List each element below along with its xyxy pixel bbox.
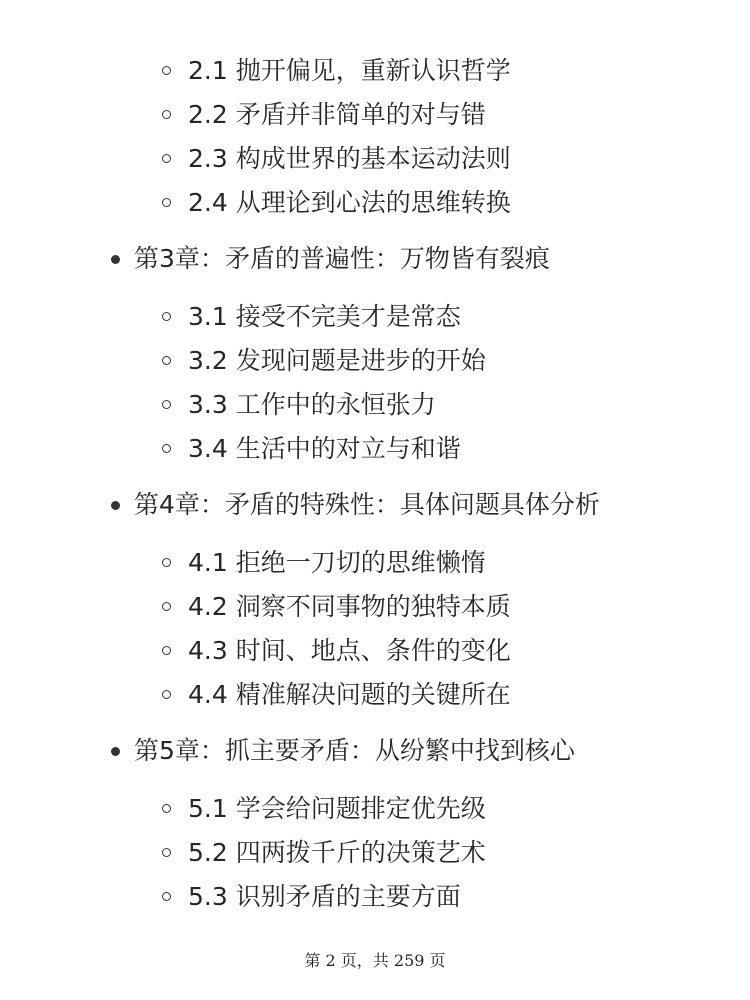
toc-section-label: 3.3 工作中的永恒张力 <box>188 390 436 419</box>
toc-section-item <box>0 137 750 181</box>
section-list-ch5 <box>0 787 750 919</box>
toc-section-label: 2.4 从理论到心法的思维转换 <box>188 188 511 217</box>
toc-section-label: 5.2 四两拨千斤的决策艺术 <box>188 838 486 867</box>
chapter-title: 第4章：矛盾的特殊性：具体问题具体分析 <box>134 490 600 519</box>
toc-section-item <box>0 541 750 585</box>
section-list-ch3 <box>0 295 750 471</box>
toc-chapter-4 <box>0 483 750 527</box>
hollow-bullet-icon <box>162 892 171 901</box>
hollow-bullet-icon <box>162 110 171 119</box>
toc-section-item <box>0 339 750 383</box>
toc-section-item <box>0 181 750 225</box>
toc-section-item <box>0 93 750 137</box>
filled-bullet-icon <box>111 747 120 756</box>
toc-section-label: 4.1 拒绝一刀切的思维懒惰 <box>188 548 486 577</box>
hollow-bullet-icon <box>162 444 171 453</box>
toc-section-item <box>0 875 750 919</box>
section-list-ch2 <box>0 49 750 225</box>
filled-bullet-icon <box>111 255 120 264</box>
hollow-bullet-icon <box>162 690 171 699</box>
toc-section-item <box>0 49 750 93</box>
hollow-bullet-icon <box>162 154 171 163</box>
toc-section-item <box>0 383 750 427</box>
toc-section-item <box>0 831 750 875</box>
page-number: 第 2 页，共 259 页 <box>304 951 446 970</box>
toc-chapter-3 <box>0 237 750 281</box>
hollow-bullet-icon <box>162 66 171 75</box>
toc-section-label: 3.4 生活中的对立与和谐 <box>188 434 461 463</box>
hollow-bullet-icon <box>162 558 171 567</box>
hollow-bullet-icon <box>162 312 171 321</box>
toc-section-item <box>0 427 750 471</box>
toc-section-label: 2.1 抛开偏见，重新认识哲学 <box>188 56 511 85</box>
toc-section-item <box>0 629 750 673</box>
toc-section-label: 4.3 时间、地点、条件的变化 <box>188 636 511 665</box>
toc-section-label: 2.2 矛盾并非简单的对与错 <box>188 100 486 129</box>
hollow-bullet-icon <box>162 356 171 365</box>
hollow-bullet-icon <box>162 804 171 813</box>
chapter-title: 第3章：矛盾的普遍性：万物皆有裂痕 <box>134 244 550 273</box>
section-list-ch4 <box>0 541 750 717</box>
hollow-bullet-icon <box>162 198 171 207</box>
page-footer <box>0 948 750 971</box>
toc-section-label: 3.2 发现问题是进步的开始 <box>188 346 486 375</box>
toc-chapter-5 <box>0 729 750 773</box>
toc-section-item <box>0 295 750 339</box>
toc-section-label: 3.1 接受不完美才是常态 <box>188 302 461 331</box>
hollow-bullet-icon <box>162 400 171 409</box>
toc-section-label: 5.3 识别矛盾的主要方面 <box>188 882 461 911</box>
toc-section-label: 4.2 洞察不同事物的独特本质 <box>188 592 511 621</box>
toc-section-item <box>0 585 750 629</box>
filled-bullet-icon <box>111 501 120 510</box>
table-of-contents <box>0 49 750 919</box>
toc-section-item <box>0 787 750 831</box>
hollow-bullet-icon <box>162 848 171 857</box>
toc-section-label: 2.3 构成世界的基本运动法则 <box>188 144 511 173</box>
toc-section-label: 4.4 精准解决问题的关键所在 <box>188 680 511 709</box>
toc-section-item <box>0 673 750 717</box>
toc-section-label: 5.1 学会给问题排定优先级 <box>188 794 486 823</box>
hollow-bullet-icon <box>162 646 171 655</box>
hollow-bullet-icon <box>162 602 171 611</box>
chapter-title: 第5章：抓主要矛盾：从纷繁中找到核心 <box>134 736 575 765</box>
